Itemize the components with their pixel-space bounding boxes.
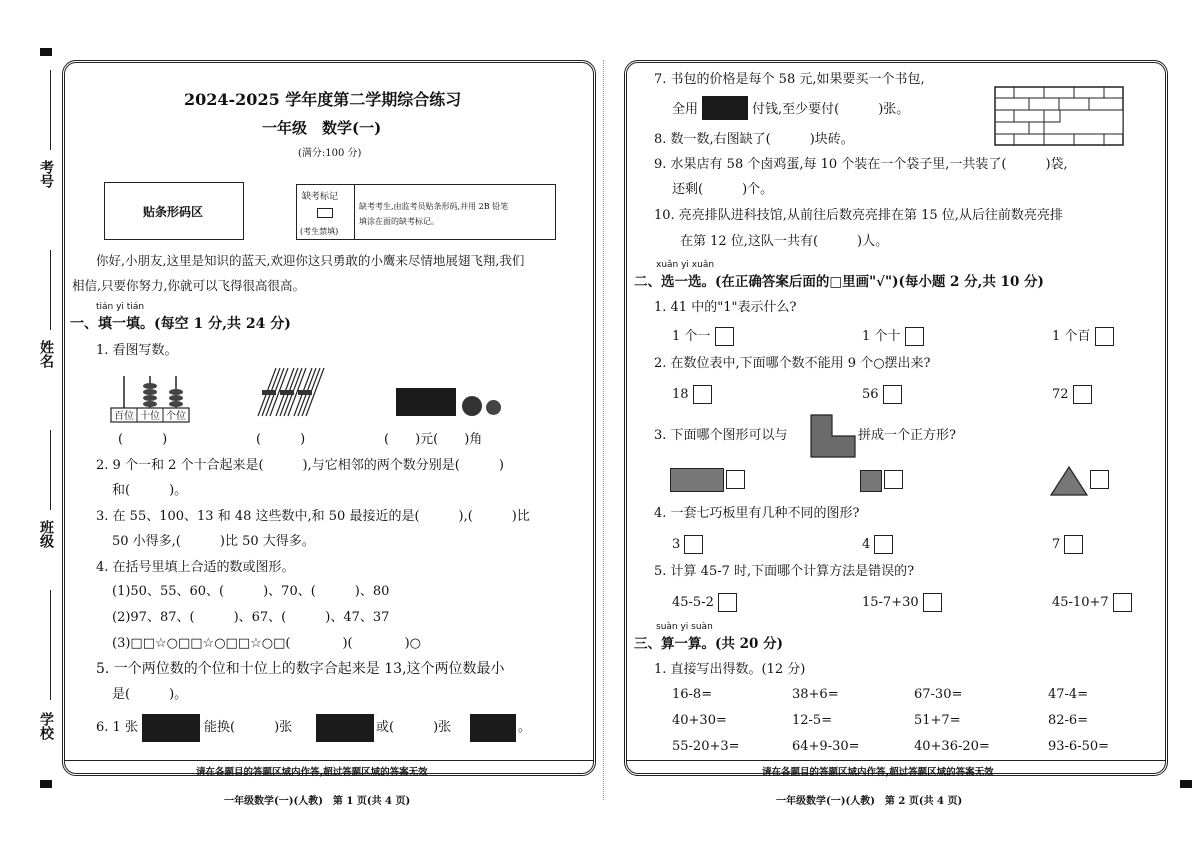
- section-title: 三、算一算。(共 20 分): [634, 636, 783, 652]
- binding-line: [50, 250, 51, 330]
- class-label: 班级: [38, 520, 54, 548]
- question-text: (1)50、55、60、( )、70、( )、80: [112, 584, 390, 599]
- brick-wall-figure: [994, 86, 1124, 146]
- place-label-tens: 十位: [140, 411, 160, 422]
- footer-divider: [64, 760, 594, 761]
- section-pinyin: xuǎn yi xuǎn: [656, 260, 715, 270]
- choice-option: 72: [1052, 385, 1092, 404]
- question-text: 7. 书包的价格是每个 58 元,如果要买一个书包,: [654, 72, 925, 87]
- page-fold-line: [603, 60, 604, 800]
- choice-option: 1 个一: [672, 327, 734, 346]
- answer-checkbox[interactable]: [923, 593, 942, 612]
- question-text: 或( )张: [376, 720, 452, 735]
- choice-option: 3: [672, 535, 703, 554]
- intro-line: 你好,小朋友,这里是知识的蓝天,欢迎你这只勇敢的小鹰来尽情地展翅飞翔,我们: [96, 253, 525, 268]
- banknote-image: [702, 96, 748, 120]
- question-text: (2)97、87、( )、67、( )、47、37: [112, 610, 390, 625]
- absent-instruction: 缺考考生,由监考员贴条形码,并用 2B 铅笔: [359, 202, 509, 211]
- name-label: 姓名: [38, 340, 54, 368]
- calc-item: 51+7=: [914, 713, 961, 728]
- banknote-image: [316, 714, 374, 742]
- calc-item: 55-20+3=: [672, 739, 740, 754]
- question-text: 2. 9 个一和 2 个十合起来是( ),与它相邻的两个数分别是( ): [96, 458, 504, 473]
- question-text: 。: [518, 720, 532, 735]
- answer-checkbox[interactable]: [1073, 385, 1092, 404]
- calc-item: 40+30=: [672, 713, 727, 728]
- question-text: 1. 直接写出得数。(12 分): [654, 662, 806, 677]
- stick-bundles-figure: [254, 364, 326, 424]
- footer-note: 请在各题目的答题区域内作答,超过答题区域的答案无效: [196, 767, 428, 778]
- school-label: 学校: [38, 712, 54, 740]
- question-text: 在第 12 位,这队一共有( )人。: [680, 234, 889, 249]
- calc-item: 47-4=: [1048, 687, 1089, 702]
- choice-option: 15-7+30: [862, 593, 942, 612]
- coin-image: [462, 396, 482, 416]
- answer-checkbox[interactable]: [1064, 535, 1083, 554]
- l-shape-figure: [810, 414, 856, 458]
- barcode-area: [104, 182, 244, 240]
- answer-checkbox[interactable]: [905, 327, 924, 346]
- absent-box: [296, 184, 556, 240]
- triangle-shape-option: [1050, 466, 1088, 496]
- question-text: 4. 一套七巧板里有几种不同的图形?: [654, 506, 860, 521]
- question-text: 6. 1 张: [96, 720, 138, 735]
- question-text: 是( )。: [112, 687, 188, 702]
- choice-option: 45-10+7: [1052, 593, 1132, 612]
- question-text: 还剩( )个。: [672, 182, 774, 197]
- calc-item: 67-30=: [914, 687, 963, 702]
- place-label-hundreds: 百位: [114, 411, 134, 422]
- choice-option: 1 个百: [1052, 327, 1114, 346]
- page-number: 一年级数学(一)(人教) 第 2 页(共 4 页): [776, 796, 963, 807]
- choice-option: 45-5-2: [672, 593, 737, 612]
- exam-no-label: 考号: [38, 160, 54, 188]
- question-text: 10. 亮亮排队进科技馆,从前往后数亮亮排在第 15 位,从后往前数亮亮排: [654, 208, 1063, 223]
- answer-blank[interactable]: ( ): [256, 432, 306, 447]
- answer-blank[interactable]: ( ): [118, 432, 168, 447]
- registration-mark: [40, 48, 52, 56]
- registration-mark: [40, 780, 52, 788]
- question-text: 5. 一个两位数的个位和十位上的数字合起来是 13,这个两位数最小: [96, 661, 505, 677]
- binding-line: [50, 70, 51, 150]
- exam-title: 2024-2025 学年度第二学期综合练习: [184, 90, 462, 109]
- absent-note: (考生禁填): [300, 227, 339, 236]
- section-title: 二、选一选。(在正确答案后面的□里画"√")(每小题 2 分,共 10 分): [634, 274, 1044, 290]
- choice-option: 4: [862, 535, 893, 554]
- answer-checkbox[interactable]: [883, 385, 902, 404]
- calc-item: 38+6=: [792, 687, 839, 702]
- exam-subtitle: 一年级 数学(一): [262, 119, 382, 137]
- question-text: 能换( )张: [204, 720, 293, 735]
- binding-line: [50, 590, 51, 700]
- section-pinyin: tián yi tián: [96, 302, 145, 312]
- answer-checkbox[interactable]: [874, 535, 893, 554]
- absent-mark-box: [317, 208, 333, 218]
- answer-checkbox[interactable]: [718, 593, 737, 612]
- question-text: 50 小得多,( )比 50 大得多。: [112, 534, 315, 549]
- question-text: 和( )。: [112, 483, 188, 498]
- registration-mark: [1180, 780, 1192, 788]
- question-text: (3)□□☆○□□☆○□□☆○□( )( )○: [112, 636, 422, 651]
- banknote-image: [396, 388, 456, 416]
- question-text: 8. 数一数,右图缺了( )块砖。: [654, 132, 854, 147]
- coin-image: [486, 400, 501, 415]
- choice-option: 1 个十: [862, 327, 924, 346]
- answer-checkbox[interactable]: [684, 535, 703, 554]
- question-text: 1. 看图写数。: [96, 343, 178, 358]
- calc-item: 64+9-30=: [792, 739, 860, 754]
- question-text: 3. 下面哪个图形可以与: [654, 428, 788, 443]
- square-shape-option: [860, 470, 882, 492]
- question-text: 4. 在括号里填上合适的数或图形。: [96, 560, 295, 575]
- banknote-image: [142, 714, 200, 742]
- choice-option: 7: [1052, 535, 1083, 554]
- answer-blank[interactable]: ( )元( )角: [384, 432, 483, 447]
- calc-item: 82-6=: [1048, 713, 1089, 728]
- question-text: 3. 在 55、100、13 和 48 这些数中,和 50 最接近的是( ),( )比: [96, 509, 530, 524]
- page-number: 一年级数学(一)(人教) 第 1 页(共 4 页): [224, 796, 411, 807]
- question-text: 付钱,至少要付( )张。: [752, 102, 910, 117]
- binding-line: [50, 430, 51, 510]
- answer-checkbox[interactable]: [715, 327, 734, 346]
- question-text: 9. 水果店有 58 个卤鸡蛋,每 10 个装在一个袋子里,一共装了( )袋,: [654, 157, 1068, 172]
- rectangle-shape-option: [670, 468, 724, 492]
- question-text: 全用: [672, 102, 699, 117]
- footer-divider: [626, 760, 1166, 761]
- choice-option: 56: [862, 385, 902, 404]
- question-text: 2. 在数位表中,下面哪个数不能用 9 个○摆出来?: [654, 356, 931, 371]
- intro-line: 相信,只要你努力,你就可以飞得很高很高。: [72, 278, 305, 293]
- choice-option: 18: [672, 385, 712, 404]
- calc-item: 40+36-20=: [914, 739, 990, 754]
- answer-checkbox[interactable]: [1113, 593, 1132, 612]
- calc-item: 16-8=: [672, 687, 713, 702]
- question-text: 拼成一个正方形?: [858, 428, 956, 443]
- question-text: 1. 41 中的"1"表示什么?: [654, 300, 797, 315]
- answer-checkbox[interactable]: [726, 470, 745, 489]
- answer-checkbox[interactable]: [884, 470, 903, 489]
- question-text: 5. 计算 45-7 时,下面哪个计算方法是错误的?: [654, 564, 915, 579]
- calc-item: 12-5=: [792, 713, 833, 728]
- answer-checkbox[interactable]: [1095, 327, 1114, 346]
- absent-instruction: 填涂在面的缺考标记。: [359, 217, 439, 226]
- absent-title: 缺考标记: [302, 192, 339, 202]
- footer-note: 请在各题目的答题区域内作答,超过答题区域的答案无效: [762, 767, 994, 778]
- banknote-image: [470, 714, 516, 742]
- answer-checkbox[interactable]: [1090, 470, 1109, 489]
- section-title: 一、填一填。(每空 1 分,共 24 分): [70, 316, 291, 332]
- section-pinyin: suàn yi suàn: [656, 622, 713, 632]
- barcode-label: 贴条形码区: [143, 205, 204, 219]
- place-label-ones: 个位: [166, 411, 186, 422]
- score-note: (满分:100 分): [298, 148, 362, 159]
- calc-item: 93-6-50=: [1048, 739, 1110, 754]
- answer-checkbox[interactable]: [693, 385, 712, 404]
